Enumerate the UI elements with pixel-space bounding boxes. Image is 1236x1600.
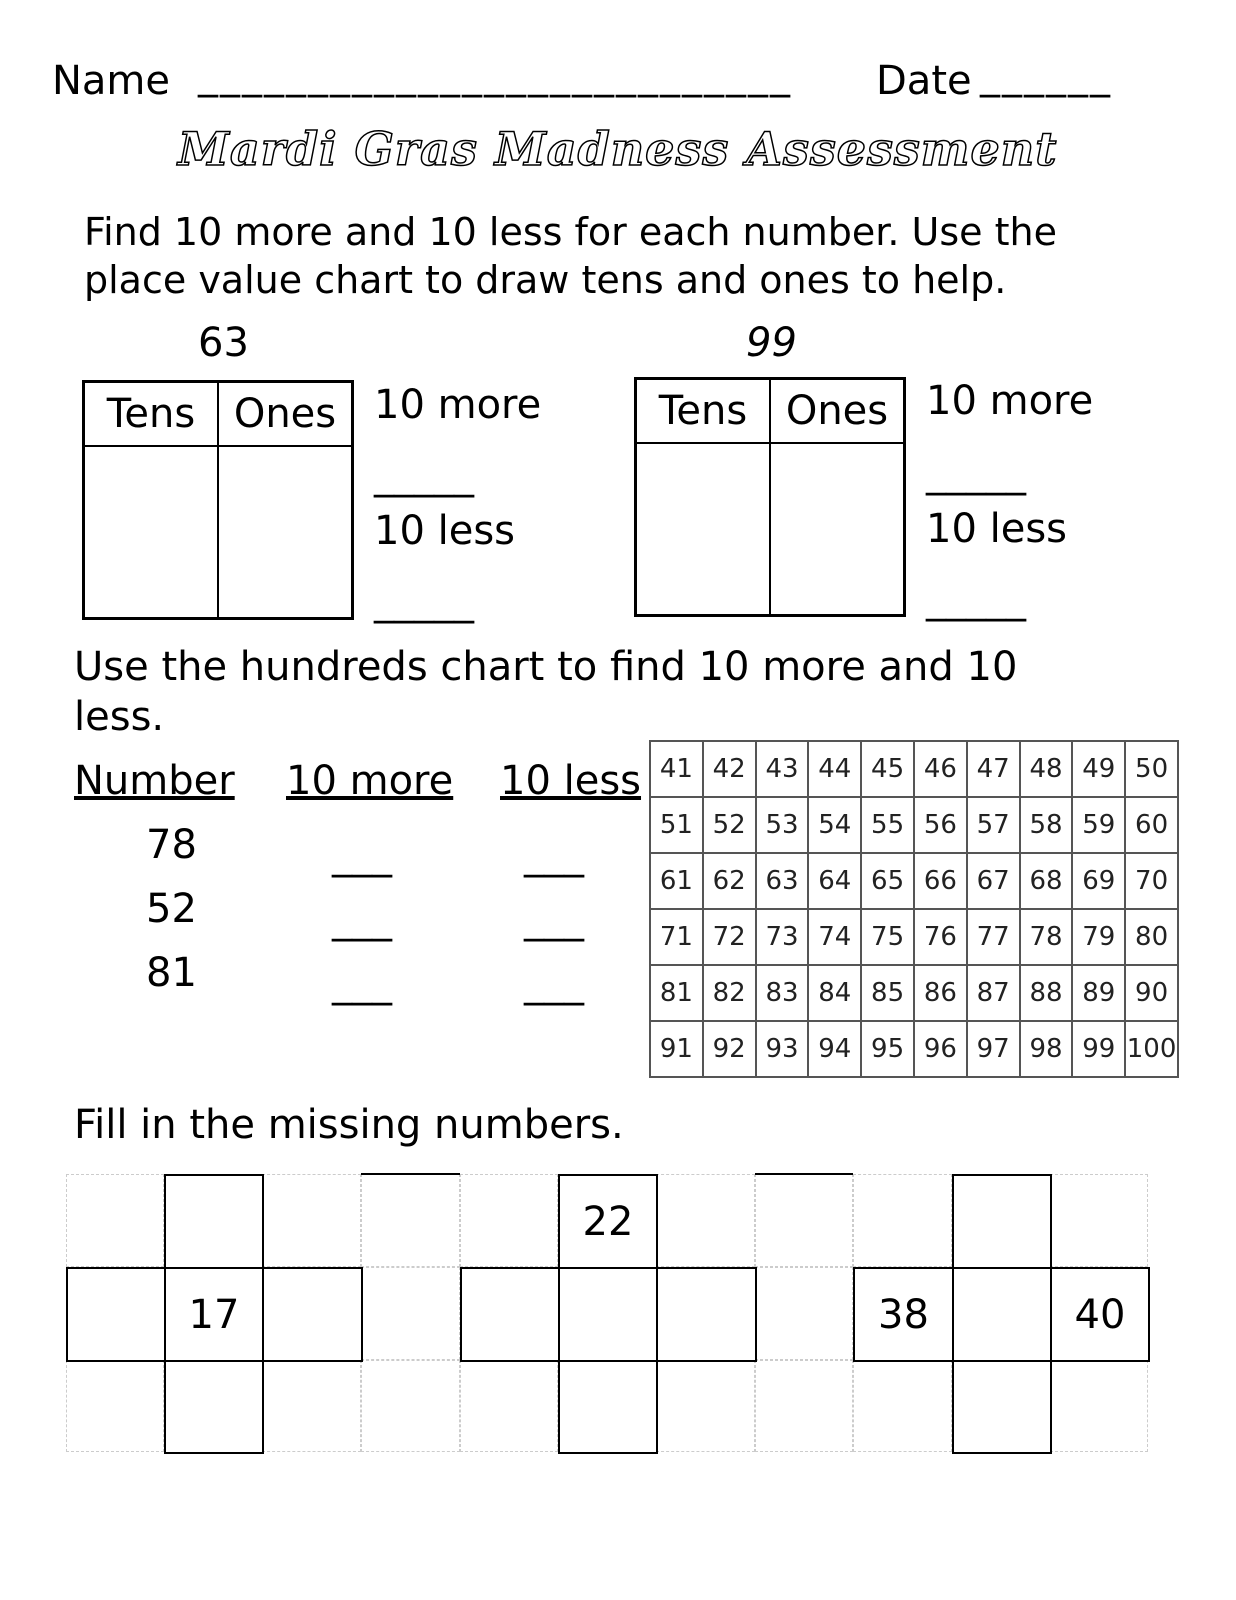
date-blank[interactable]: ______	[980, 52, 1112, 98]
hundreds-chart-cell: 64	[808, 853, 861, 909]
hundreds-chart-cell: 44	[808, 741, 861, 797]
grid-background-cell	[361, 1174, 460, 1267]
grid-background-cell	[755, 1360, 853, 1452]
hundreds-chart-cell: 90	[1125, 965, 1178, 1021]
grid-background-cell	[460, 1174, 558, 1267]
hundreds-chart-cell: 50	[1125, 741, 1178, 797]
hundreds-chart-cell: 79	[1072, 909, 1125, 965]
hundreds-chart-cell: 99	[1072, 1021, 1125, 1077]
hundreds-chart-cell: 84	[808, 965, 861, 1021]
hundreds-chart-cell: 92	[703, 1021, 756, 1077]
hundreds-chart-cell: 45	[861, 741, 914, 797]
hundreds-chart-cell: 72	[703, 909, 756, 965]
hundreds-chart-cell: 57	[967, 797, 1020, 853]
hundreds-chart-cell: 85	[861, 965, 914, 1021]
hundreds-chart-cell: 73	[756, 909, 809, 965]
grid-background-cell	[755, 1267, 853, 1360]
ten-less-label: 10 less	[374, 508, 516, 554]
hundreds-chart-cell: 46	[914, 741, 967, 797]
hundreds-chart-cell: 53	[756, 797, 809, 853]
hundreds-chart-cell: 91	[650, 1021, 703, 1077]
puzzle-bottom-cell[interactable]	[952, 1360, 1052, 1454]
hundreds-chart-cell: 80	[1125, 909, 1178, 965]
ten-more-answer-blank[interactable]: ___	[332, 896, 392, 942]
section1-instructions-line1: Find 10 more and 10 less for each number. Use the	[84, 210, 1057, 254]
section2-instructions-line2: less.	[74, 694, 165, 740]
hundreds-chart-cell: 47	[967, 741, 1020, 797]
hundreds-chart-cell: 96	[914, 1021, 967, 1077]
ten-more-answer-blank[interactable]: ___	[332, 832, 392, 878]
grid-background-cell	[361, 1360, 460, 1452]
ten-less-column-header: 10 less	[500, 758, 642, 804]
number-column-header: Number	[74, 758, 235, 804]
hundreds-chart-cell: 49	[1072, 741, 1125, 797]
hundreds-chart-cell: 43	[756, 741, 809, 797]
hundreds-chart-cell: 63	[756, 853, 809, 909]
ten-more-answer-blank[interactable]: ___	[332, 960, 392, 1006]
grid-background-cell	[656, 1360, 755, 1452]
puzzle-right-cell[interactable]	[262, 1267, 363, 1362]
ones-cell[interactable]	[218, 446, 352, 618]
grid-background-cell	[262, 1360, 361, 1452]
number-value: 81	[146, 950, 197, 996]
hundreds-chart-cell: 68	[1020, 853, 1073, 909]
puzzle-left-cell[interactable]	[460, 1267, 560, 1362]
ones-header: Ones	[218, 382, 352, 446]
hundreds-chart-cell: 66	[914, 853, 967, 909]
hundreds-chart-cell: 70	[1125, 853, 1178, 909]
place-value-chart[interactable]	[634, 377, 906, 617]
ten-less-blank[interactable]: _____	[926, 576, 1026, 622]
number-value: 52	[146, 886, 197, 932]
hundreds-chart-cell: 58	[1020, 797, 1073, 853]
hundreds-chart-cell: 77	[967, 909, 1020, 965]
divider	[361, 1173, 460, 1175]
hundreds-chart-cell: 87	[967, 965, 1020, 1021]
puzzle-left-cell[interactable]: 38	[853, 1267, 954, 1362]
hundreds-chart-cell: 86	[914, 965, 967, 1021]
tens-header: Tens	[636, 379, 770, 443]
hundreds-chart-cell: 61	[650, 853, 703, 909]
number-value: 78	[146, 822, 197, 868]
name-blank[interactable]: ___________________________	[198, 52, 792, 98]
hundreds-chart-cell: 48	[1020, 741, 1073, 797]
grid-background-cell	[262, 1174, 361, 1267]
problem-number: 63	[198, 320, 249, 366]
hundreds-chart-cell: 62	[703, 853, 756, 909]
grid-background-cell	[1050, 1174, 1148, 1267]
hundreds-chart-cell: 95	[861, 1021, 914, 1077]
ten-less-blank[interactable]: _____	[374, 578, 474, 624]
ten-more-column-header: 10 more	[286, 758, 454, 804]
puzzle-right-cell[interactable]	[656, 1267, 757, 1362]
ten-more-blank[interactable]: _____	[374, 452, 474, 498]
hundreds-chart-cell: 81	[650, 965, 703, 1021]
grid-background-cell	[853, 1360, 952, 1452]
hundreds-chart-cell: 56	[914, 797, 967, 853]
hundreds-chart-cell: 65	[861, 853, 914, 909]
tens-cell[interactable]	[84, 446, 218, 618]
grid-background-cell	[656, 1174, 755, 1267]
hundreds-chart	[649, 740, 1179, 1078]
puzzle-right-cell[interactable]: 40	[1050, 1267, 1150, 1362]
puzzle-center-cell[interactable]	[558, 1267, 658, 1362]
ones-cell[interactable]	[770, 443, 904, 615]
hundreds-chart-cell: 71	[650, 909, 703, 965]
name-label: Name	[52, 58, 171, 104]
puzzle-bottom-cell[interactable]	[164, 1360, 264, 1454]
hundreds-chart-cell: 55	[861, 797, 914, 853]
puzzle-top-cell[interactable]	[952, 1174, 1052, 1269]
problem-number: 99	[746, 320, 797, 366]
grid-background-cell	[361, 1267, 460, 1360]
tens-cell[interactable]	[636, 443, 770, 615]
hundreds-chart-cell: 74	[808, 909, 861, 965]
hundreds-chart-cell: 69	[1072, 853, 1125, 909]
puzzle-center-cell[interactable]	[952, 1267, 1052, 1362]
ten-more-label: 10 more	[926, 378, 1094, 424]
ten-less-answer-blank[interactable]: ___	[524, 960, 584, 1006]
hundreds-chart-cell: 67	[967, 853, 1020, 909]
hundreds-chart-cell: 41	[650, 741, 703, 797]
grid-background-cell	[66, 1174, 164, 1267]
hundreds-chart-cell: 93	[756, 1021, 809, 1077]
date-label: Date	[876, 58, 972, 104]
hundreds-chart-cell: 54	[808, 797, 861, 853]
hundreds-chart-cell: 97	[967, 1021, 1020, 1077]
ten-less-label: 10 less	[926, 506, 1068, 552]
hundreds-chart-cell: 51	[650, 797, 703, 853]
hundreds-chart-cell: 88	[1020, 965, 1073, 1021]
grid-background-cell	[755, 1174, 853, 1267]
divider	[755, 1173, 853, 1175]
hundreds-chart-cell: 52	[703, 797, 756, 853]
hundreds-chart-cell: 59	[1072, 797, 1125, 853]
section2-instructions-line1: Use the hundreds chart to find 10 more and 10	[74, 644, 1018, 690]
grid-background-cell	[1050, 1360, 1148, 1452]
grid-background-cell	[460, 1360, 558, 1452]
hundreds-chart-cell: 98	[1020, 1021, 1073, 1077]
ten-less-answer-blank[interactable]: ___	[524, 832, 584, 878]
hundreds-chart-cell: 100	[1125, 1021, 1178, 1077]
ones-header: Ones	[770, 379, 904, 443]
hundreds-chart-cell: 78	[1020, 909, 1073, 965]
section3-instructions: Fill in the missing numbers.	[74, 1102, 624, 1148]
hundreds-chart-cell: 83	[756, 965, 809, 1021]
hundreds-chart-cell: 89	[1072, 965, 1125, 1021]
hundreds-chart-cell: 76	[914, 909, 967, 965]
puzzle-bottom-cell[interactable]	[558, 1360, 658, 1454]
puzzle-left-cell[interactable]	[66, 1267, 166, 1362]
hundreds-chart-cell: 60	[1125, 797, 1178, 853]
section1-instructions-line2: place value chart to draw tens and ones to help.	[84, 258, 1007, 302]
hundreds-chart-cell: 75	[861, 909, 914, 965]
grid-background-cell	[853, 1174, 952, 1267]
puzzle-top-cell[interactable]: 22	[558, 1174, 658, 1269]
worksheet-title: Mardi Gras Madness Assessment	[178, 122, 1058, 176]
ten-more-blank[interactable]: _____	[926, 450, 1026, 496]
puzzle-top-cell[interactable]	[164, 1174, 264, 1269]
tens-header: Tens	[84, 382, 218, 446]
hundreds-chart-cell: 42	[703, 741, 756, 797]
hundreds-chart-cell: 82	[703, 965, 756, 1021]
place-value-chart[interactable]	[82, 380, 354, 620]
grid-background-cell	[66, 1360, 164, 1452]
puzzle-center-cell[interactable]: 17	[164, 1267, 264, 1362]
hundreds-chart-cell: 94	[808, 1021, 861, 1077]
ten-more-label: 10 more	[374, 382, 542, 428]
ten-less-answer-blank[interactable]: ___	[524, 896, 584, 942]
